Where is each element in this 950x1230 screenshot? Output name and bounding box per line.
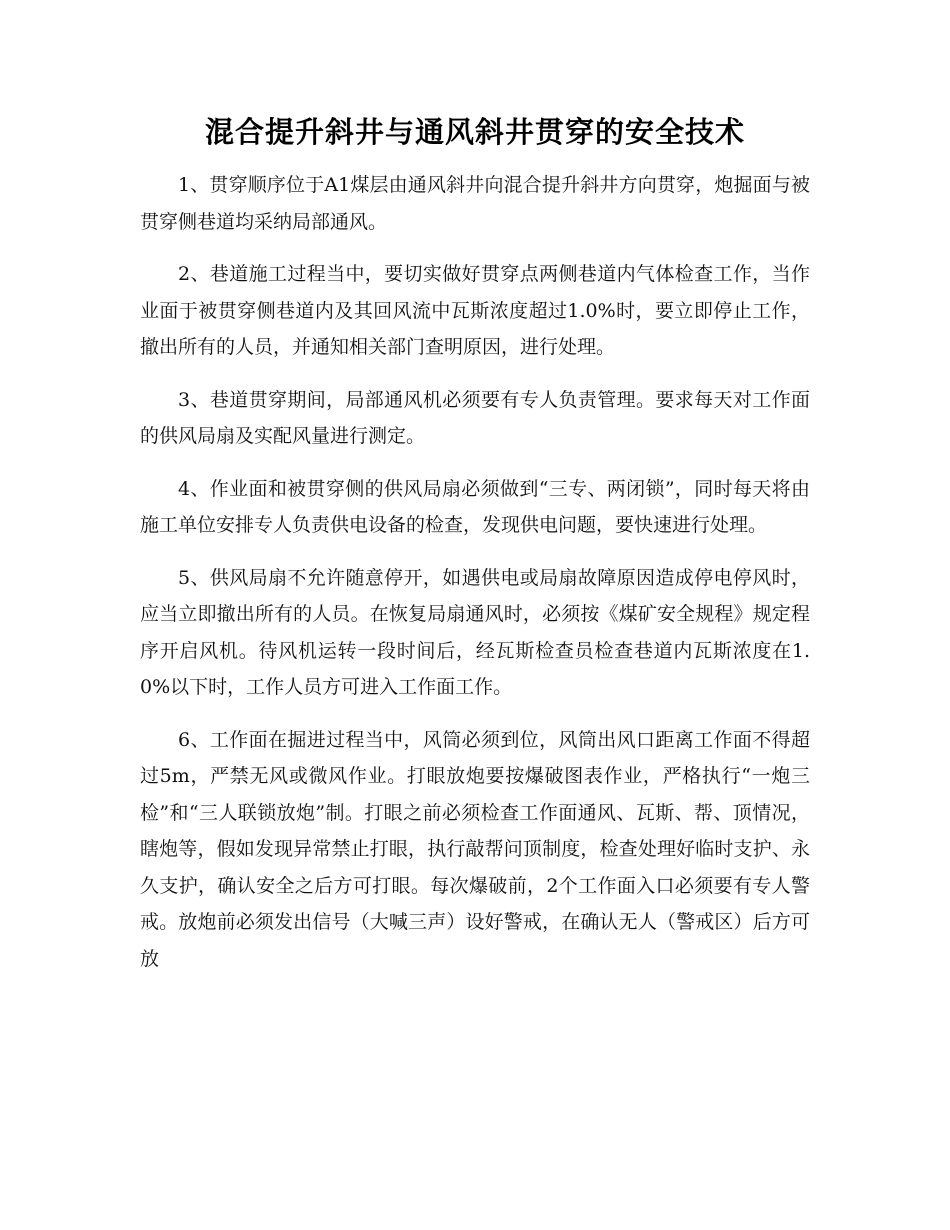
paragraph-3: 3、巷道贯穿期间，局部通风机必须要有专人负责管理。要求每天对工作面的供风局扇及实配风量进行测定。	[140, 388, 810, 447]
paragraph-6: 6、工作面在掘进过程当中，风筒必须到位，风筒出风口距离工作面不得超过5m，严禁无风或微风作业。打眼放炮要按爆破图表作业，严格执行“一炮三检”和“三人联锁放炮”制。打眼之前必须检查工作面通风、瓦斯、帮、顶情况，瞎炮等，假如发现异常禁止打眼，执行敲帮问顶制度，检查处理好临时支护、永久支护，确认安全之后方可打眼。每次爆破前，2个工作面入口必须要有专人警戒。放炮前必须发出信号（大喊三声）设好警戒，在确认无人（警戒区）后方可放	[140, 728, 810, 970]
paragraph-1: 1、贯穿顺序位于A1煤层由通风斜井向混合提升斜井方向贯穿，炮掘面与被贯穿侧巷道均采纳局部通风。	[140, 174, 810, 233]
document-title: 混合提升斜井与通风斜井贯穿的安全技术	[204, 115, 745, 149]
document-body	[140, 167, 810, 993]
paragraph-4: 4、作业面和被贯穿侧的供风局扇必须做到“三专、两闭锁”，同时每天将由施工单位安排专人负责供电设备的检查，发现供电问题，要快速进行处理。	[140, 477, 810, 536]
paragraph-2: 2、巷道施工过程当中，要切实做好贯穿点两侧巷道内气体检查工作，当作业面于被贯穿侧巷道内及其回风流中瓦斯浓度超过1.0%时，要立即停止工作，撤出所有的人员，并通知相关部门查明原因，进行处理。	[140, 263, 810, 358]
paragraph-5: 5、供风局扇不允许随意停开，如遇供电或局扇故障原因造成停电停风时，应当立即撤出所有的人员。在恢复局扇通风时，必须按《煤矿安全规程》规定程序开启风机。待风机运转一段时间后，经瓦斯检查员检查巷道内瓦斯浓度在1.0%以下时，工作人员方可进入工作面工作。	[140, 566, 810, 698]
